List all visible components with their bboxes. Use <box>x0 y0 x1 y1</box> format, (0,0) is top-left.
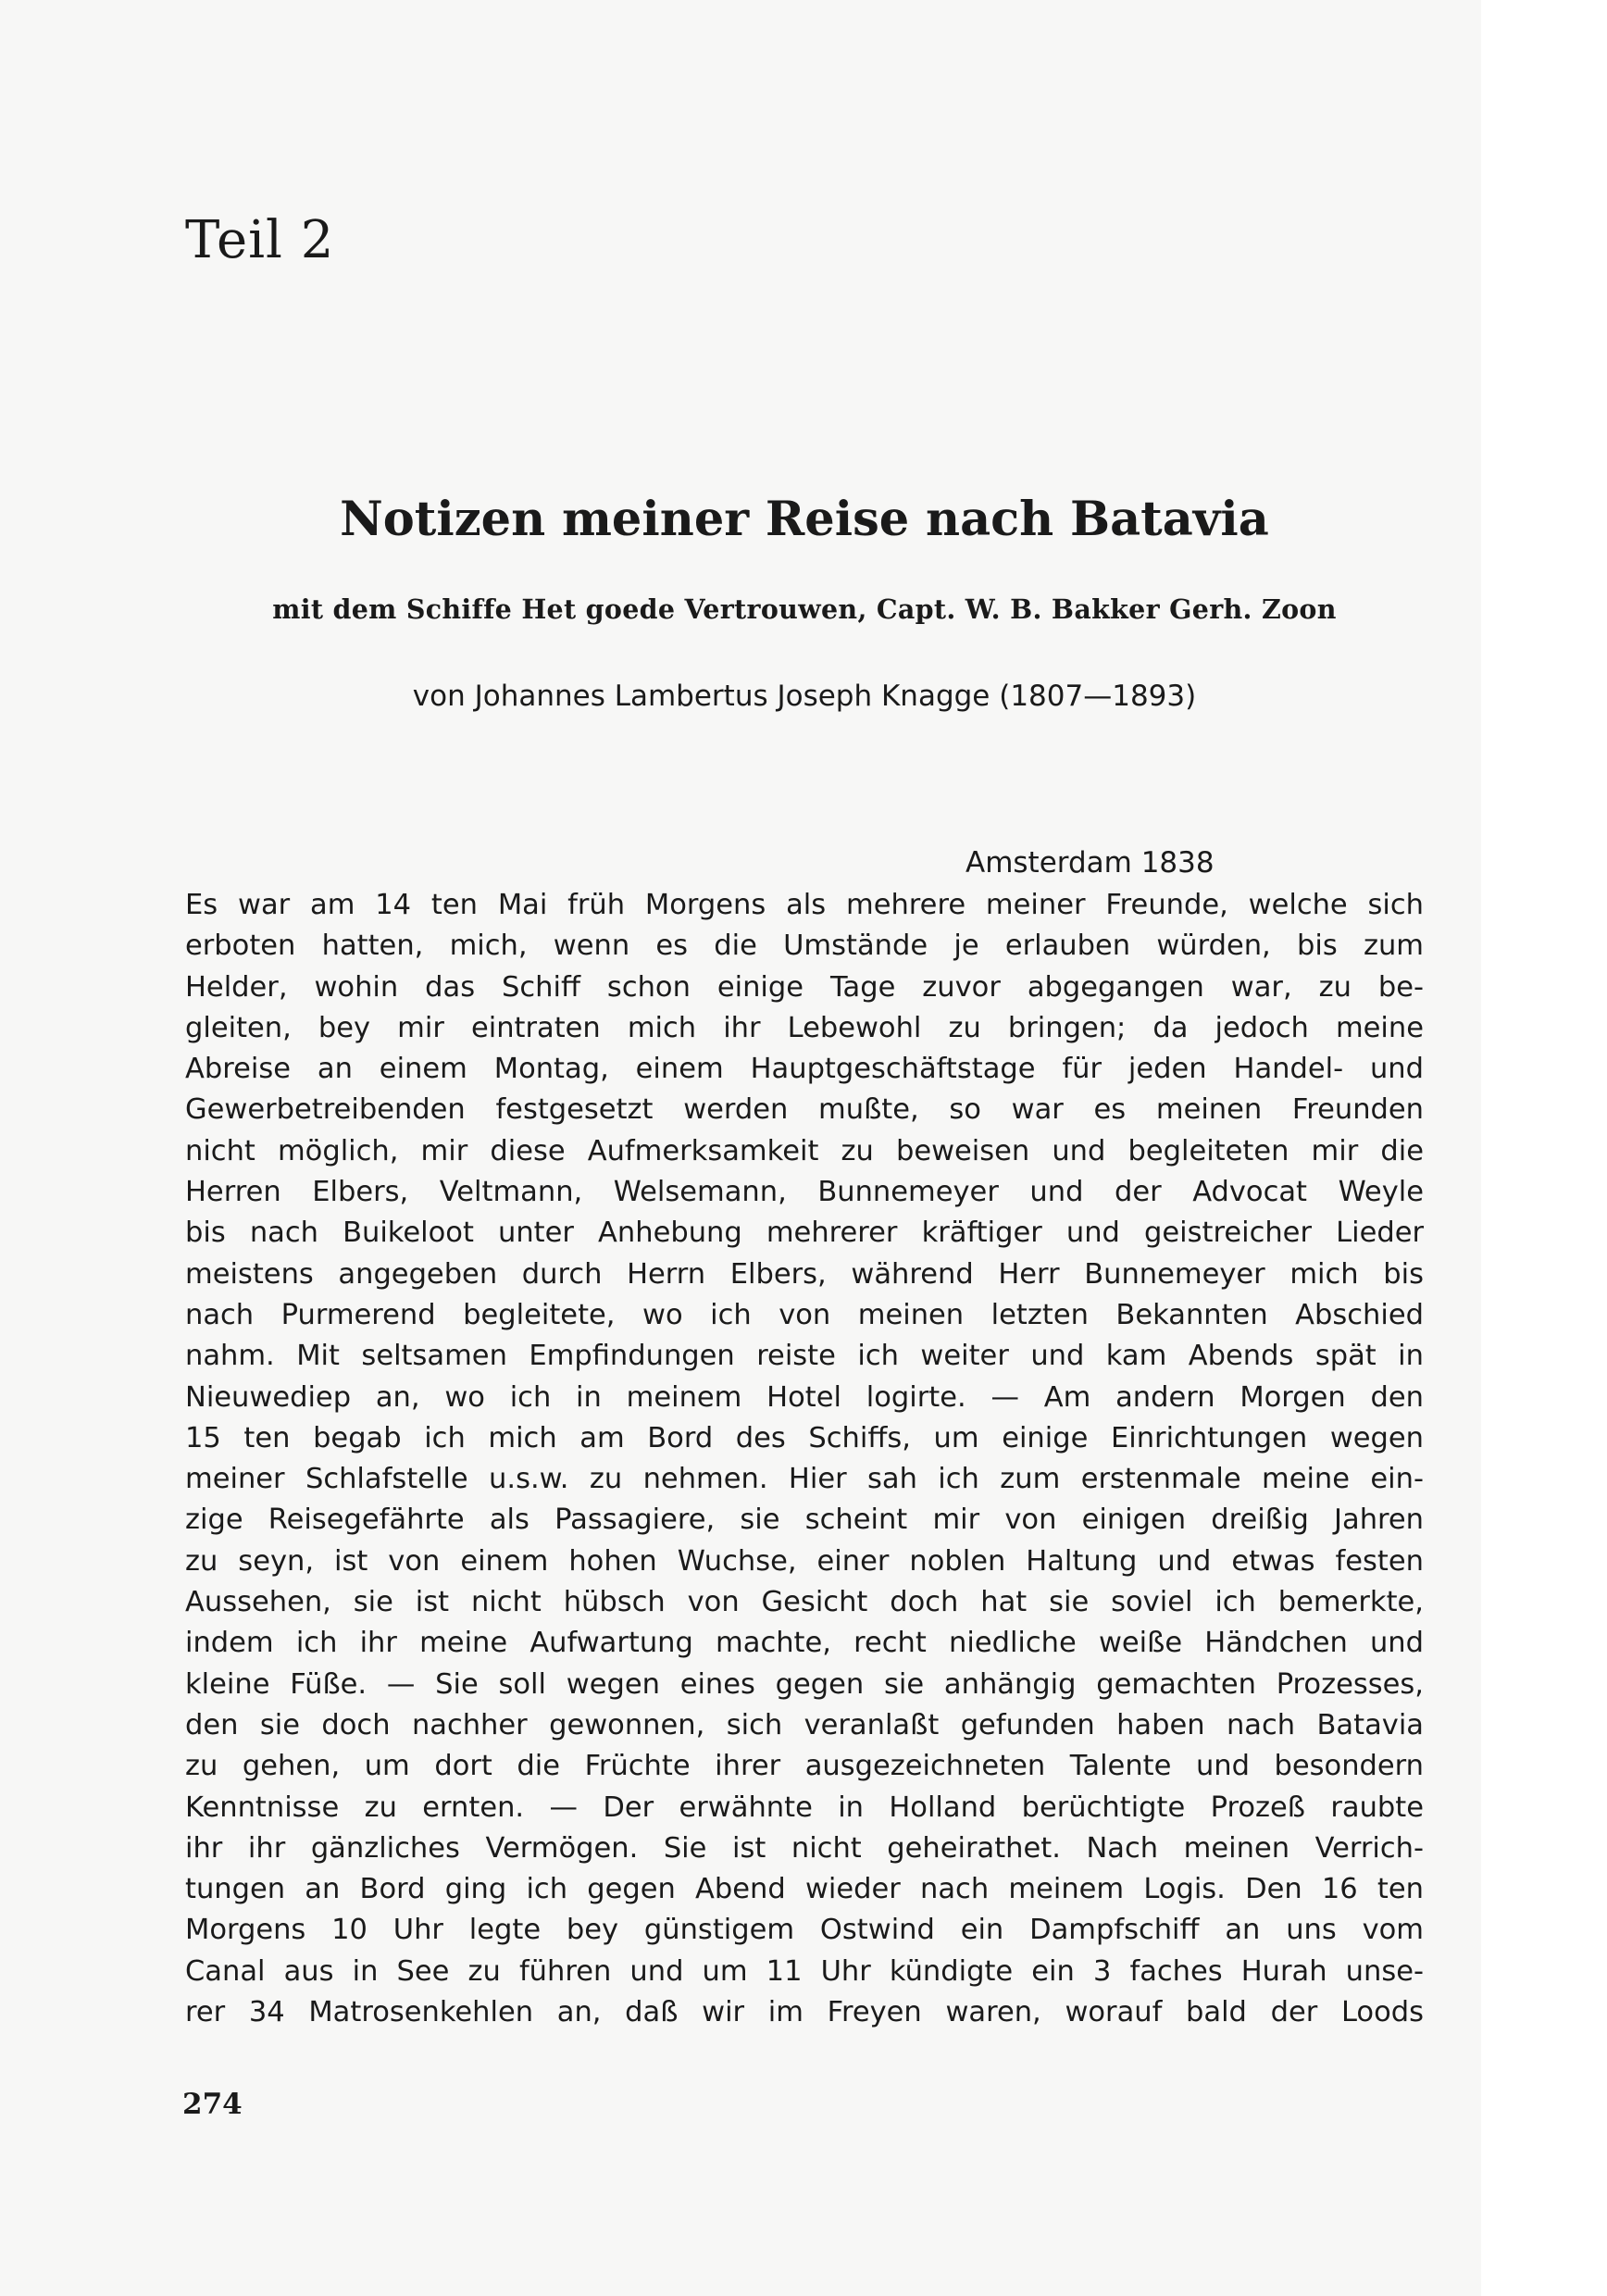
body-line: Es war am 14 ten Mai früh Morgens als mehrere meiner Freunde, welche sich <box>185 889 1424 921</box>
body-line: zu gehen, um dort die Früchte ihrer ausgezeichneten Talente und besondern <box>185 1750 1424 1783</box>
body-line: Morgens 10 Uhr legte bey günstigem Ostwind ein Dampfschiff an uns vom <box>185 1914 1424 1947</box>
body-line: kleine Füße. — Sie soll wegen eines gegen sie anhängig gemachten Prozesses, <box>185 1667 1424 1701</box>
chapter-title: Notizen meiner Reise nach Batavia <box>340 492 1269 547</box>
body-line: nach Purmerend begleitete, wo ich von meinen letzten Bekannten Abschied <box>185 1298 1424 1331</box>
body-line: Aussehen, sie ist nicht hübsch von Gesicht doch hat sie soviel ich bemerkte, <box>185 1586 1424 1619</box>
body-line: Abreise an einem Montag, einem Hauptgeschäftstage für jeden Handel- und <box>185 1053 1424 1086</box>
body-line: Nieuwediep an, wo ich in meinem Hotel logirte. — Am andern Morgen den <box>185 1380 1424 1414</box>
body-line: den sie doch nachher gewonnen, sich veranlaßt gefunden haben nach Batavia <box>185 1708 1424 1741</box>
body-line: meiner Schlafstelle u.s.w. zu nehmen. Hier sah ich zum erstenmale meine ein- <box>185 1463 1424 1496</box>
part-title: Teil 2 <box>185 210 335 270</box>
body-line: indem ich ihr meine Aufwartung machte, recht niedliche weiße Händchen und <box>185 1627 1424 1660</box>
body-line: Gewerbetreibenden festgesetzt werden mußte, so war es meinen Freunden <box>185 1093 1424 1127</box>
body-line: 15 ten begab ich mich am Bord des Schiffs, um einige Einrichtungen wegen <box>185 1421 1424 1454</box>
body-line: Kenntnisse zu ernten. — Der erwähnte in Holland berüchtigte Prozeß raubte <box>185 1791 1424 1824</box>
body-line: gleiten, bey mir eintraten mich ihr Lebewohl zu bringen; da jedoch meine <box>185 1011 1424 1044</box>
body-line: zige Reisegefährte als Passagiere, sie scheint mir von einigen dreißig Jahren <box>185 1504 1424 1537</box>
body-line: bis nach Buikeloot unter Anhebung mehrerer kräftiger und geistreicher Lieder <box>185 1217 1424 1250</box>
author-line: von Johannes Lambertus Joseph Knagge (1807—1893) <box>412 680 1197 713</box>
body-text <box>185 885 1424 2033</box>
body-line: erboten hatten, mich, wenn es die Umstände je erlauben würden, bis zum <box>185 930 1424 963</box>
page-number: 274 <box>182 2088 243 2121</box>
body-line: nahm. Mit seltsamen Empfindungen reiste ich weiter und kam Abends spät in <box>185 1340 1424 1373</box>
body-line: Herren Elbers, Veltmann, Welsemann, Bunnemeyer und der Advocat Weyle <box>185 1176 1424 1209</box>
page-margin <box>1481 0 1607 2296</box>
body-line: rer 34 Matrosenkehlen an, daß wir im Freyen waren, worauf bald der Loods <box>185 1996 1424 2029</box>
body-line: zu seyn, ist von einem hohen Wuchse, einer noblen Haltung und etwas festen <box>185 1544 1424 1578</box>
body-line: meistens angegeben durch Herrn Elbers, während Herr Bunnemeyer mich bis <box>185 1257 1424 1291</box>
body-line: tungen an Bord ging ich gegen Abend wieder nach meinem Logis. Den 16 ten <box>185 1873 1424 1906</box>
body-line: Canal aus in See zu führen und um 11 Uhr kündigte ein 3 faches Hurah unse- <box>185 1954 1424 1988</box>
chapter-subtitle: mit dem Schiffe Het goede Vertrouwen, Capt. W. B. Bakker Gerh. Zoon <box>272 593 1337 625</box>
body-line: Helder, wohin das Schiff schon einige Tage zuvor abgegangen war, zu be- <box>185 970 1424 1004</box>
body-line: nicht möglich, mir diese Aufmerksamkeit zu beweisen und begleiteten mir die <box>185 1134 1424 1167</box>
place-date: Amsterdam 1838 <box>965 846 1215 880</box>
body-line: ihr ihr gänzliches Vermögen. Sie ist nicht geheirathet. Nach meinen Verrich- <box>185 1831 1424 1865</box>
